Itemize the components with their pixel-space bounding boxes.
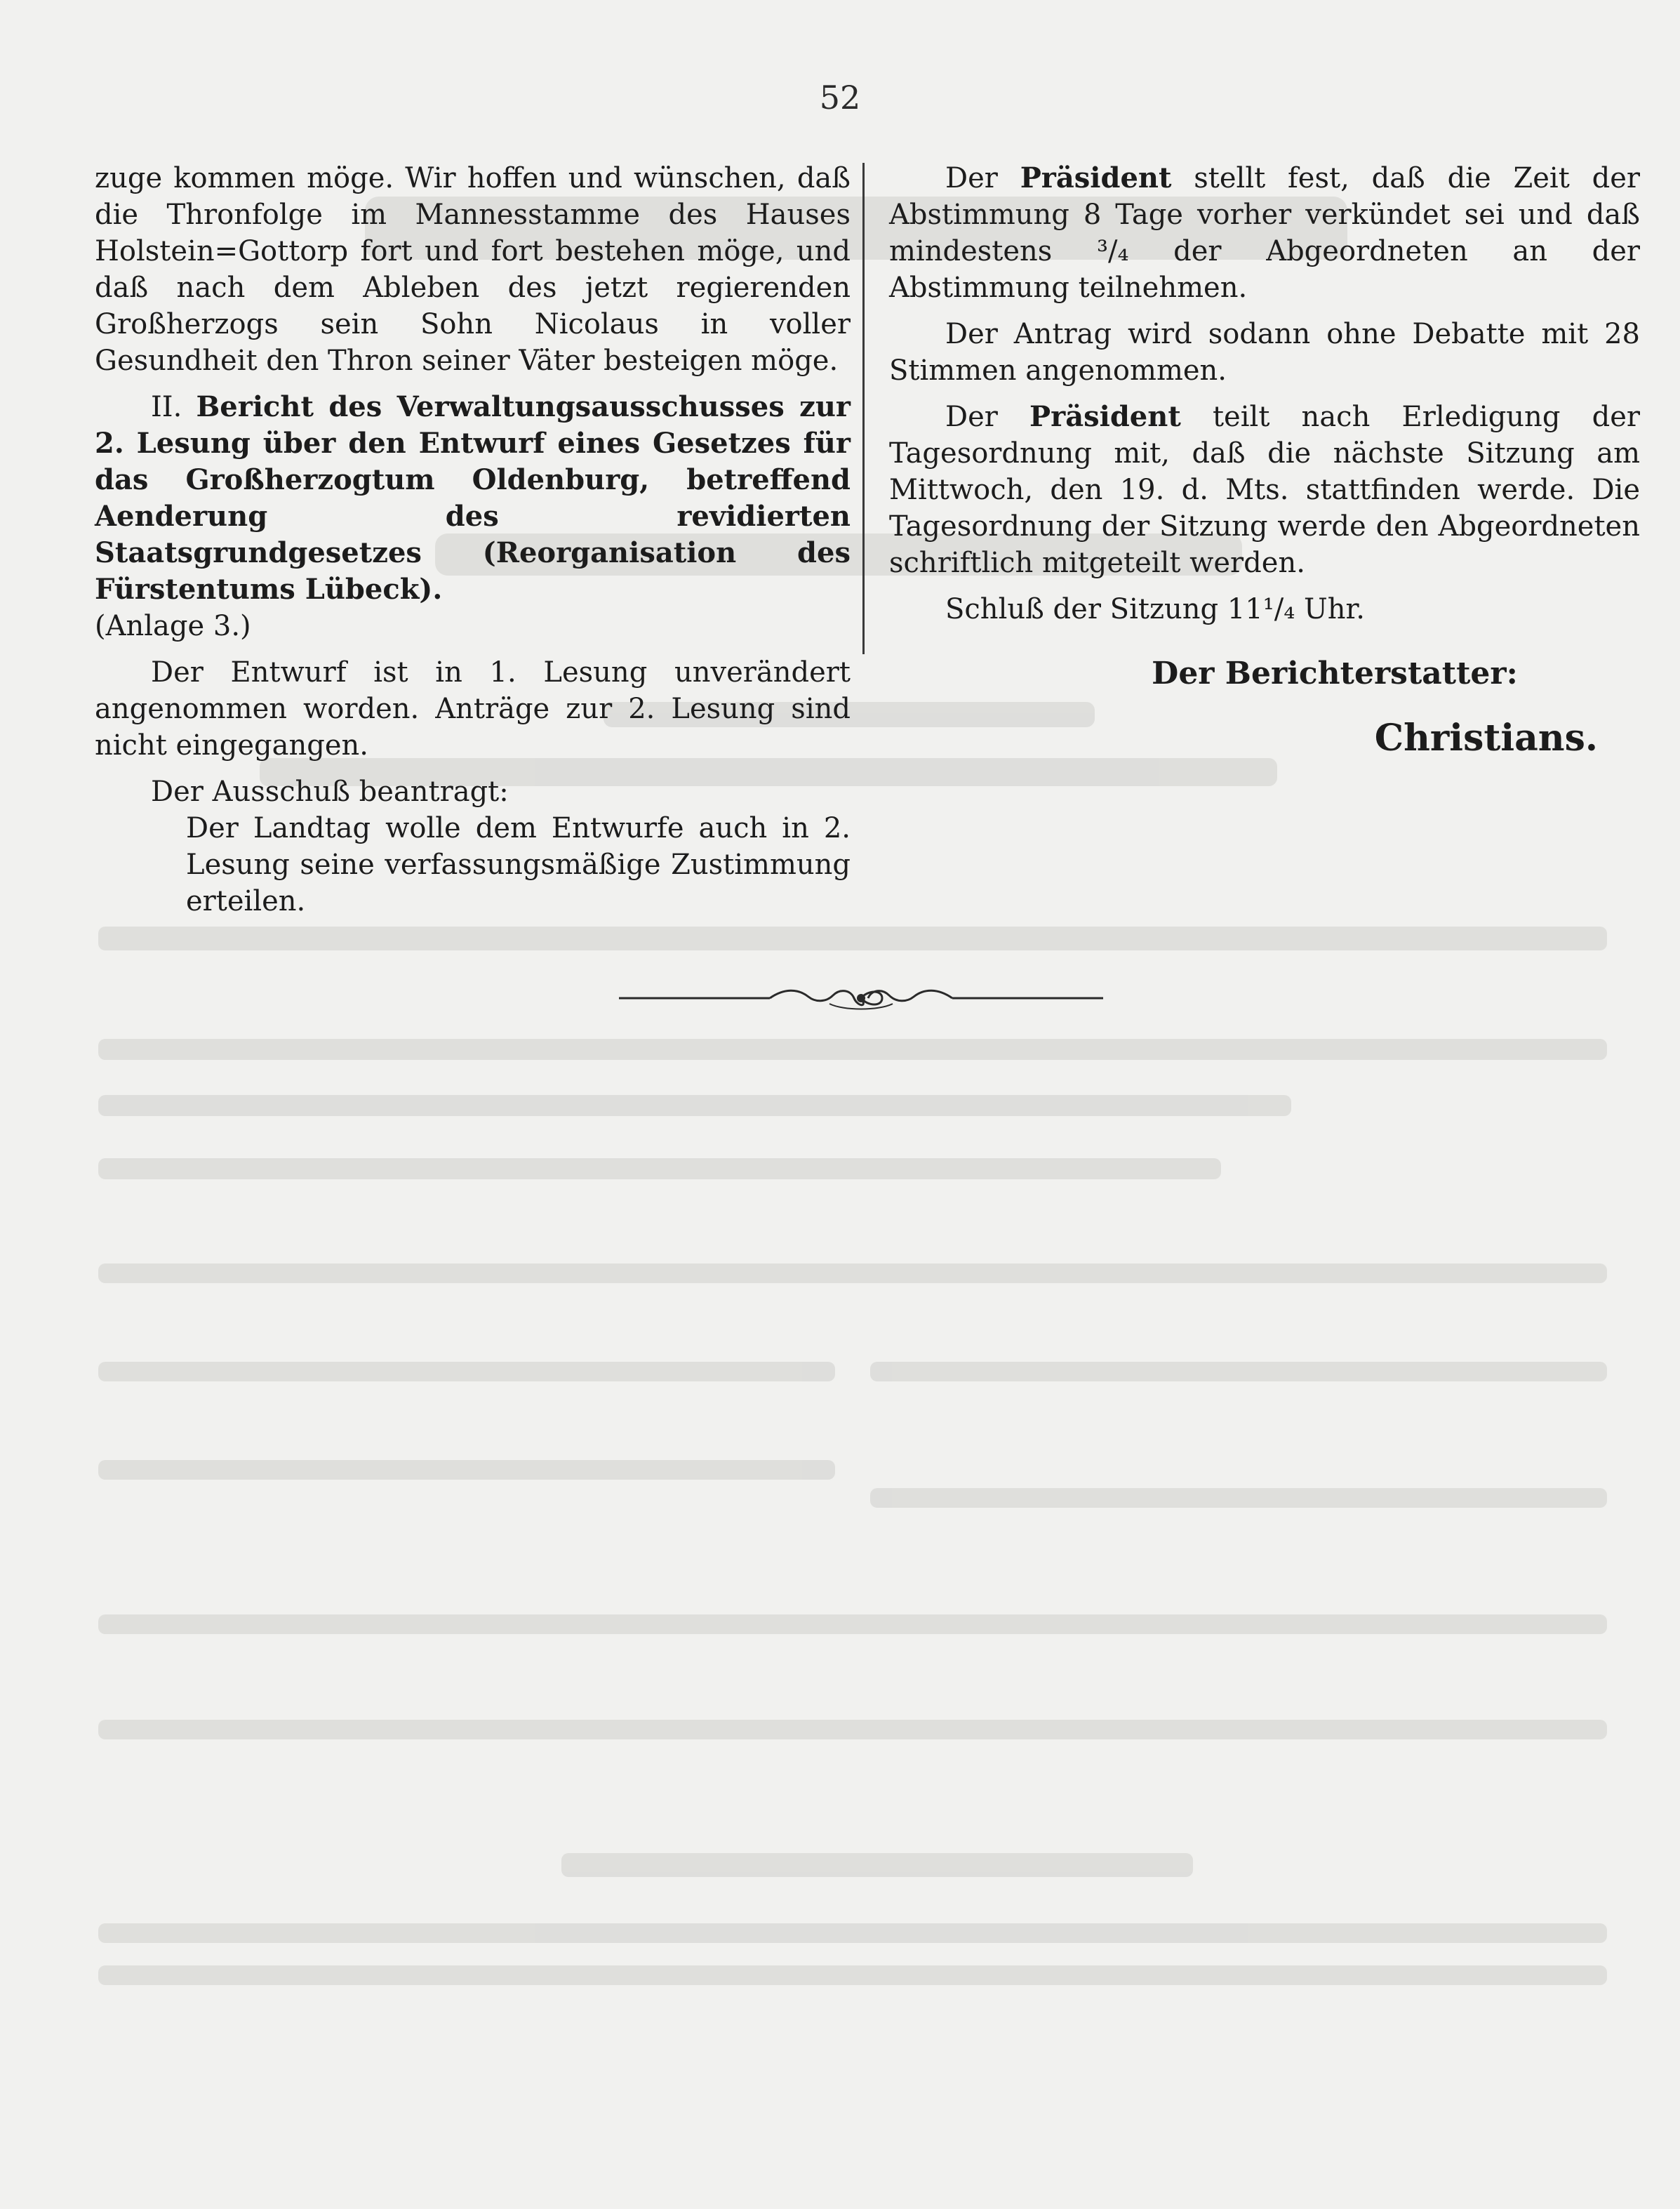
left-paragraph-1: zuge kommen möge. Wir hoffen und wünschen, daß die Thronfolge im Mannesstamme des Hauses Holstein=Gottorp fort und fort bestehen möge, und daß nach dem Ableben des jetzt regierenden Großherzogs sein Sohn Nicolaus in voller Gesundheit den Thron seiner Väter besteigen möge. xyxy=(95,162,851,377)
section-heading-text: Bericht des Verwaltungsausschusses zur 2. Lesung über den Entwurf eines Gesetzes für das Großherzogtum Oldenburg, betreffend Aenderung des revidierten Staatsgrundgesetzes (Reorganisation des Fürstentums Lübeck). xyxy=(95,390,851,606)
right-paragraph-2: Der Antrag wird sodann ohne Debatte mit 28 Stimmen angenommen. xyxy=(889,318,1640,387)
column-divider xyxy=(862,163,865,654)
page-number: 52 xyxy=(819,79,861,117)
annex-reference: (Anlage 3.) xyxy=(95,610,251,642)
ornament-divider xyxy=(619,983,1103,1014)
president-label: Präsident xyxy=(1020,161,1172,194)
session-closing: Schluß der Sitzung 11¹/₄ Uhr. xyxy=(945,593,1365,625)
reporter-title: Der Berichterstatter: xyxy=(1152,656,1518,691)
right-paragraph-3-lead: Der xyxy=(945,401,998,433)
right-paragraph-3-text: teilt nach Erledigung der Tagesordnung mit, daß die nächste Sitzung am Mittwoch, den 19. d. Mts. stattfinden werde. Die Tagesordnung der Sitzung werde den Abgeordneten schriftlich mitgeteilt werden. xyxy=(889,401,1640,579)
left-column xyxy=(95,160,851,920)
right-column xyxy=(889,160,1640,757)
right-paragraph-3 xyxy=(889,399,1640,581)
left-paragraph-3: Der Ausschuß beantragt: xyxy=(151,776,509,808)
right-paragraph-1-lead: Der xyxy=(945,162,998,194)
committee-proposal: Der Landtag wolle dem Entwurfe auch in 2. Lesung seine verfassungsmäßige Zustimmung erteilen. xyxy=(186,812,851,917)
section-number: II. xyxy=(151,391,182,423)
reporter-signature: Christians. xyxy=(1374,717,1598,759)
section-heading-block xyxy=(95,389,851,644)
president-label-2: Präsident xyxy=(1029,400,1181,433)
section-heading xyxy=(95,389,851,608)
right-paragraph-1 xyxy=(889,160,1640,306)
left-paragraph-2: Der Entwurf ist in 1. Lesung unverändert angenommen worden. Anträge zur 2. Lesung sind nicht eingegangen. xyxy=(95,656,851,762)
right-paragraph-1-text: stellt fest, daß die Zeit der Abstimmung 8 Tage vorher verkündet sei und daß mindestens ³/₄ der Abgeordneten an der Abstimmung teilnehmen. xyxy=(889,162,1640,304)
